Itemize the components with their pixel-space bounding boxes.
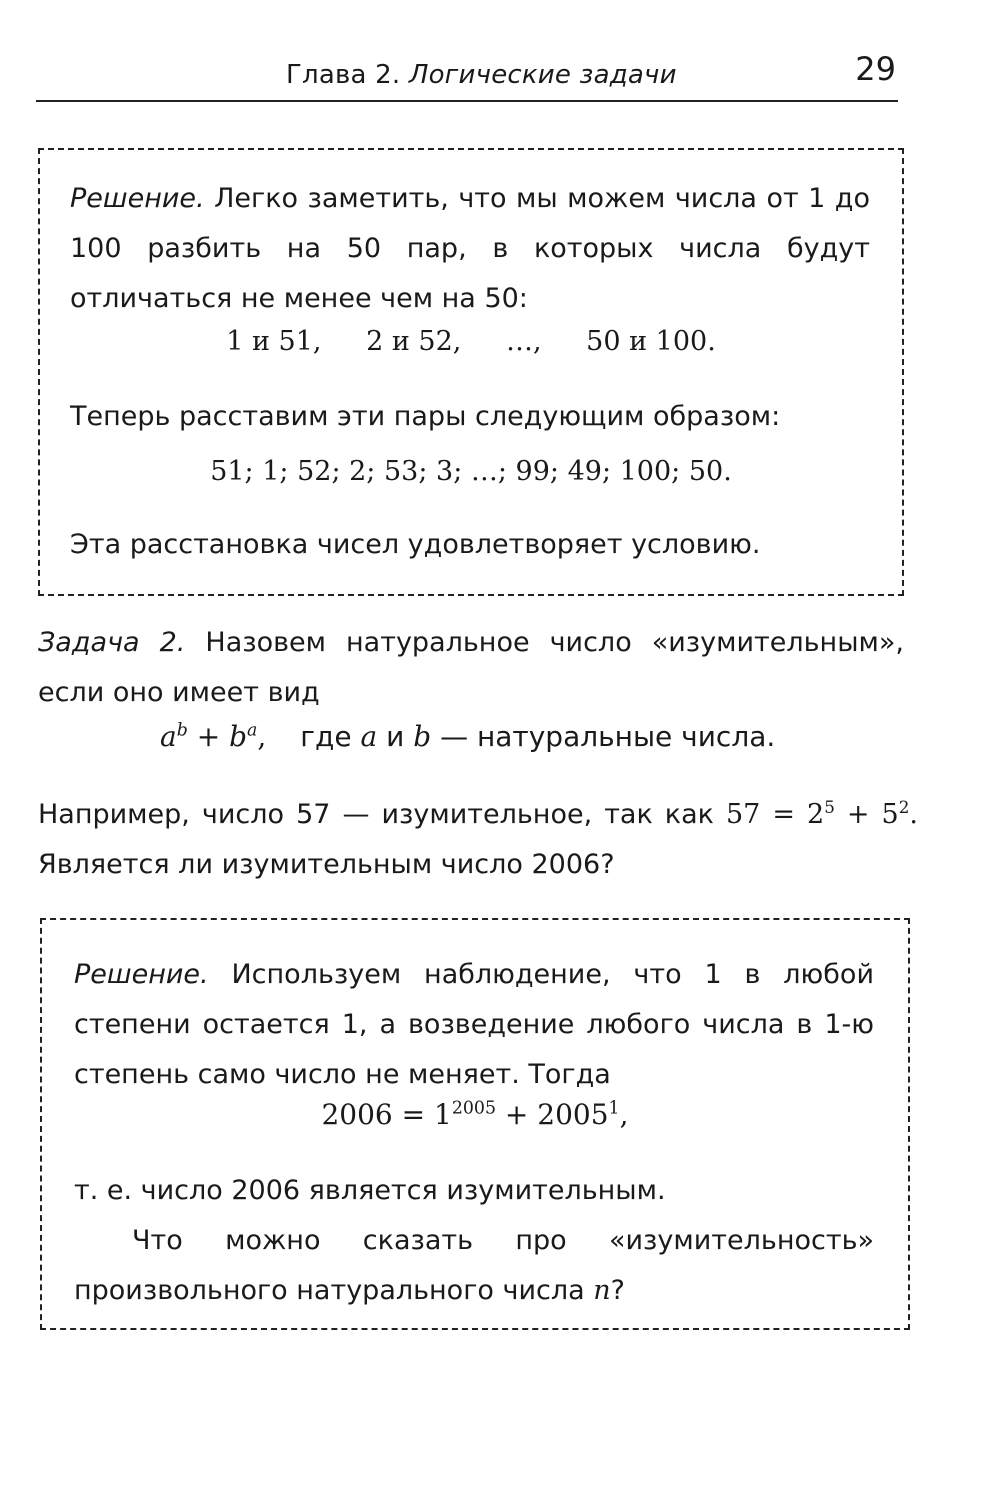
formula-comma: , [257, 720, 267, 753]
pair-item: …, [505, 326, 542, 357]
solution2-question-text: Что можно сказать про «изумительность» произвольного натурального числа [74, 1225, 874, 1306]
formula-plus: + [187, 720, 230, 753]
eq2006-end: , [619, 1098, 629, 1131]
problem2-label: Задача 2. [38, 627, 186, 658]
problem2-statement: Назовем натуральное число «изумительным», если оно имеет вид [38, 627, 904, 708]
pair-item: 50 и 100. [586, 326, 716, 357]
solution1-intro [70, 174, 870, 324]
var-b: b [413, 720, 432, 753]
chapter-label: Глава 2. [286, 60, 401, 90]
solution1-intro-text: Легко заметить, что мы можем числа от 1 до 100 разбить на 50 пар, в которых числа будут отличаться не менее чем на 50: [70, 183, 870, 314]
running-header [36, 44, 898, 102]
chapter-name: Логические задачи [408, 60, 677, 90]
solution2-label: Решение. [74, 959, 209, 990]
example-text: Например, число 57 — изумительное, так как [38, 799, 714, 830]
chapter-title [286, 60, 677, 90]
equation-2006 [42, 1098, 908, 1131]
eq2006-mid: + 2005 [496, 1098, 609, 1131]
page-number: 29 [855, 50, 896, 88]
formula-where [300, 720, 775, 753]
solution-box-2 [40, 918, 910, 1330]
and-word: и [386, 720, 405, 753]
var-a: a [360, 720, 378, 753]
question-mark: ? [610, 1275, 625, 1306]
eq2006-exp2: 1 [608, 1098, 620, 1119]
var-n: n [593, 1275, 611, 1306]
example-eq-lhs: 57 = 2 [726, 799, 825, 830]
number-sequence: 51; 1; 52; 2; 53; 3; …; 99; 49; 100; 50. [210, 456, 732, 487]
solution-box-1 [38, 148, 904, 596]
example-equation [726, 796, 918, 830]
solution1-then: Теперь расставим эти пары следующим образом: [70, 401, 781, 432]
solution2-intro-text: Используем наблюдение, что 1 в любой степени остается 1, а возведение любого числа в 1-ю степень само число не меняет. Тогда [74, 959, 874, 1090]
formula-base-b: b [229, 720, 248, 753]
solution1-conclusion: Эта расстановка чисел удовлетворяет условию. [70, 529, 761, 560]
solution2-result: т. е. число 2006 является изумительным. [74, 1175, 666, 1206]
formula-expression [160, 720, 266, 753]
example-eq-exp1: 5 [824, 796, 835, 817]
example-eq-mid: + 5 [834, 799, 899, 830]
solution1-label: Решение. [70, 183, 205, 214]
example-eq-exp2: 2 [898, 796, 910, 817]
formula-exp-a: a [247, 720, 258, 741]
example-eq-end: . [909, 799, 918, 830]
formula-exp-b: b [176, 720, 188, 741]
problem-2 [38, 618, 904, 718]
pair-item: 2 и 52, [366, 326, 462, 357]
pairs-list [40, 326, 902, 357]
where-tail: — натуральные числа. [440, 720, 776, 753]
eq2006-lhs: 2006 = 1 [321, 1098, 452, 1131]
formula-line [160, 720, 775, 753]
solution2-question [74, 1216, 874, 1316]
solution2-intro [74, 950, 874, 1100]
example-paragraph [38, 790, 918, 890]
pair-item: 1 и 51, [226, 326, 322, 357]
eq2006-exp1: 2005 [451, 1098, 497, 1119]
where-word: где [300, 720, 352, 753]
problem2-question: Является ли изумительным число 2006? [38, 849, 615, 880]
formula-base-a: a [160, 720, 177, 753]
